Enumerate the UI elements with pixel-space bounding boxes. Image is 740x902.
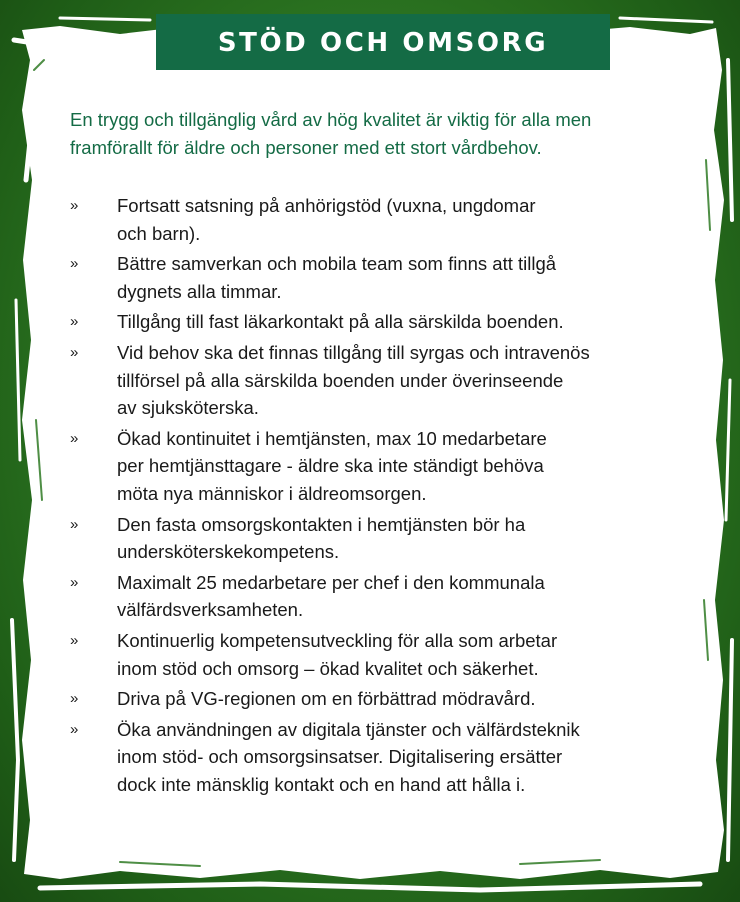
list-item [70, 308, 690, 336]
bullet-marker-icon: » [70, 690, 79, 708]
bullet-list [70, 192, 690, 801]
list-item [70, 627, 690, 682]
list-item [70, 192, 690, 247]
bullet-marker-icon: » [70, 429, 79, 447]
list-item [70, 425, 690, 508]
list-item [70, 569, 690, 624]
intro-paragraph: En trygg och tillgänglig vård av hög kvalitet är viktig för alla men framförallt för äldre och personer med ett stort vårdbehov. [70, 109, 592, 158]
list-item [70, 339, 690, 422]
bullet-marker-icon: » [70, 515, 79, 533]
bullet-text: Maximalt 25 medarbetare per chef i den kommunala välfärdsverksamheten. [117, 571, 545, 621]
bullet-marker-icon: » [70, 313, 79, 331]
list-item [70, 250, 690, 305]
bullet-marker-icon: » [70, 197, 79, 214]
bullet-text: Kontinuerlig kompetensutveckling för alla som arbetar inom stöd och omsorg – ökad kvalitet och säkerhet. [117, 629, 558, 679]
bullet-text: Tillgång till fast läkarkontakt på alla särskilda boenden. [117, 311, 564, 333]
bullet-text: Fortsatt satsning på anhörigstöd (vuxna, ungdomar och barn). [117, 195, 536, 244]
list-item [70, 511, 690, 566]
bullet-text: Bättre samverkan och mobila team som finns att tillgå dygnets alla timmar. [117, 253, 557, 302]
title-banner [156, 14, 610, 70]
bullet-text: Öka användningen av digitala tjänster och välfärdsteknik inom stöd- och omsorgsinsatser. Digitalisering ersätter dock inte mänsklig kontakt och en hand att hålla i. [117, 718, 580, 795]
page-title: STÖD OCH OMSORG [217, 28, 549, 58]
bullet-marker-icon: » [70, 255, 79, 273]
bullet-text: Vid behov ska det finnas tillgång till syrgas och intravenös tillförsel på alla särskilda boenden under överinseende av sjuksköterska. [117, 341, 590, 419]
bullet-text: Ökad kontinuitet i hemtjänsten, max 10 medarbetare per hemtjänsttagare - äldre ska inte ständigt behöva möta nya människor i äldreomsorgen. [117, 427, 547, 504]
bullet-text: Den fasta omsorgskontakten i hemtjänsten bör ha undersköterskekompetens. [117, 513, 526, 563]
list-item [70, 685, 690, 713]
bullet-marker-icon: » [70, 573, 79, 591]
list-item [70, 716, 690, 799]
bullet-marker-icon: » [70, 343, 79, 361]
bullet-marker-icon: » [70, 631, 79, 649]
bullet-text: Driva på VG-regionen om en förbättrad mödravård. [117, 688, 536, 710]
bullet-marker-icon: » [70, 720, 79, 738]
